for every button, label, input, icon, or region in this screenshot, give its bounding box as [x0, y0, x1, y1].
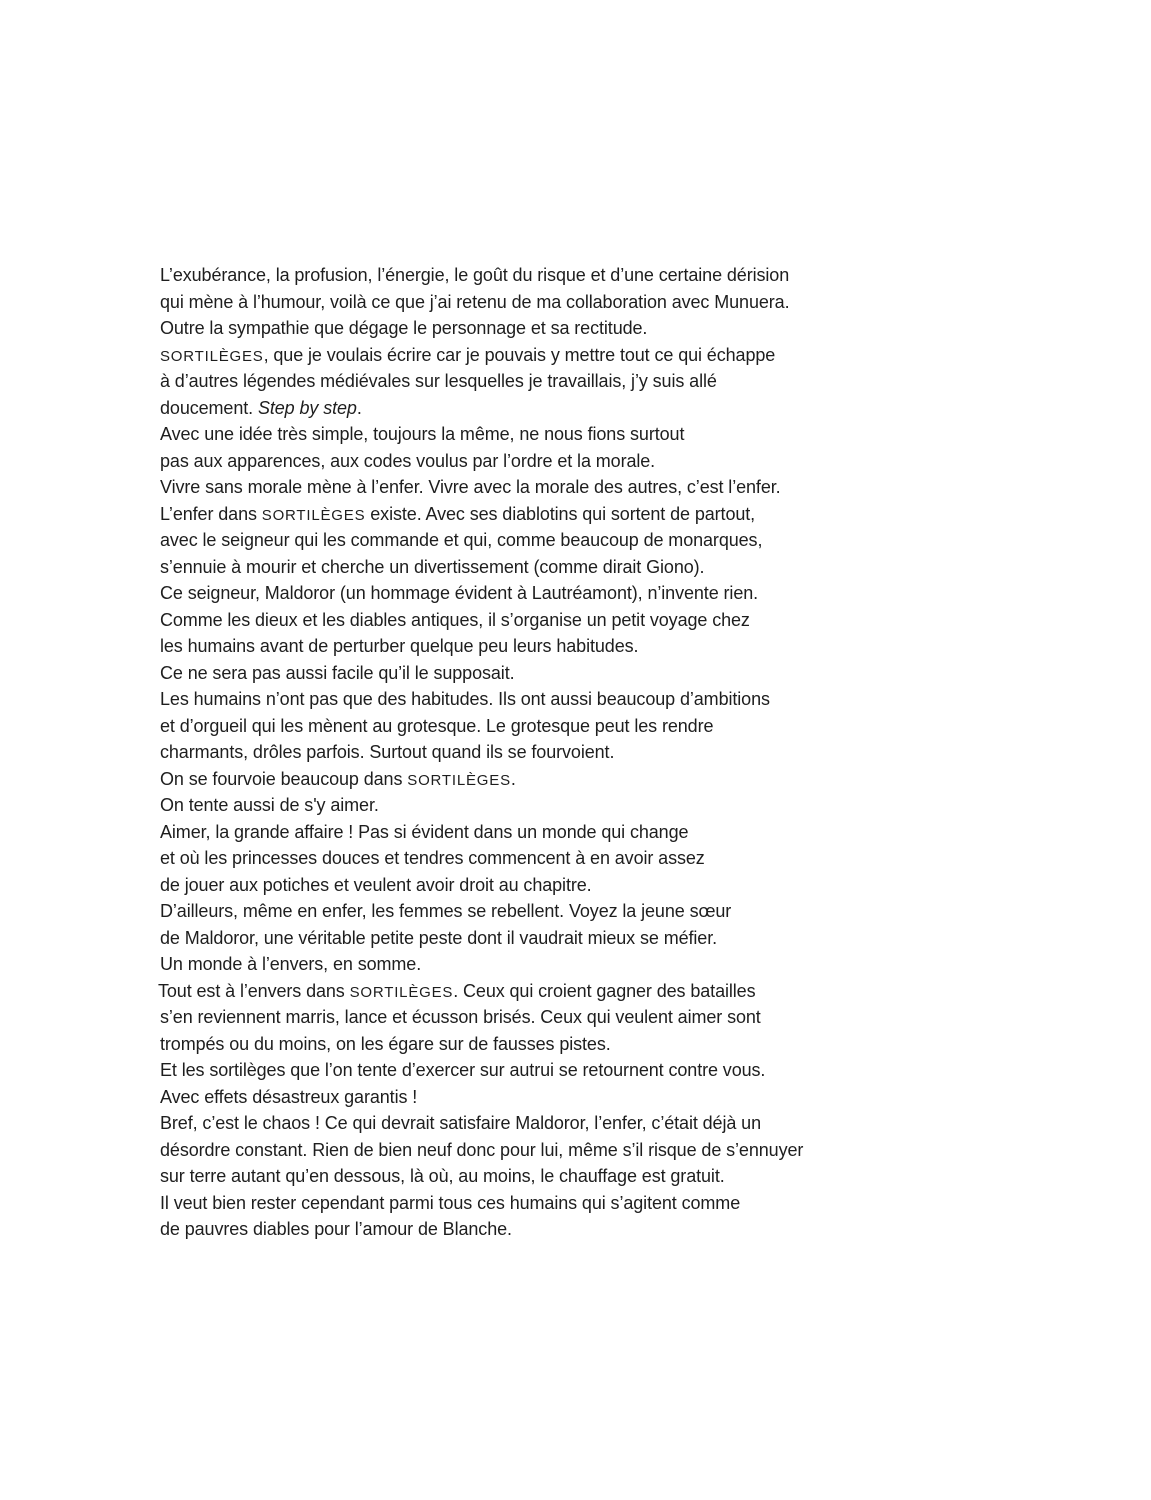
- text-segment: et où les princesses douces et tendres commencent à en avoir assez: [160, 848, 705, 868]
- text-line: [160, 766, 860, 793]
- text-segment: On se fourvoie beaucoup dans: [160, 768, 408, 789]
- text-segment: désordre constant. Rien de bien neuf donc pour lui, même s’il risque de s’ennuyer: [160, 1139, 804, 1160]
- text-segment: .: [356, 397, 362, 418]
- text-segment: Vivre sans morale mène à l’enfer. Vivre avec la morale des autres, c’est l’enfer.: [160, 477, 781, 497]
- text-line: [160, 1110, 860, 1137]
- text-line: [160, 448, 860, 475]
- text-segment: sur terre autant qu’en dessous, là où, au moins, le chauffage est gratuit.: [160, 1166, 725, 1186]
- text-line: [160, 554, 860, 581]
- text-segment: Ce seigneur, Maldoror (un hommage évident à Lautréamont), n’invente rien.: [160, 583, 759, 603]
- text-line: [160, 1190, 860, 1217]
- text-segment: Et les sortilèges que l’on tente d’exercer sur autrui se retournent contre vous.: [160, 1060, 766, 1080]
- text-segment: et d’orgueil qui les mènent au grotesque. Le grotesque peut les rendre: [160, 715, 714, 736]
- text-line: [160, 713, 860, 740]
- text-segment: de jouer aux potiches et veulent avoir droit au chapitre.: [160, 874, 592, 895]
- text-segment: s’en reviennent marris, lance et écusson brisés. Ceux qui veulent aimer sont: [160, 1007, 761, 1027]
- text-line: [160, 1084, 860, 1111]
- text-segment: doucement.: [160, 397, 258, 418]
- text-segment: les humains avant de perturber quelque peu leurs habitudes.: [160, 636, 639, 656]
- text-segment: Avec une idée très simple, toujours la même, ne nous fions surtout: [160, 424, 685, 444]
- text-line: [160, 845, 860, 872]
- text-line: [160, 792, 860, 819]
- text-segment: Ce ne sera pas aussi facile qu’il le supposait.: [160, 662, 515, 683]
- text-segment: .: [510, 768, 516, 789]
- text-line: [160, 395, 860, 422]
- text-line: [160, 686, 860, 713]
- text-line: [160, 925, 860, 952]
- text-line: [160, 368, 860, 395]
- text-segment: à d’autres légendes médiévales sur lesquelles je travaillais, j’y suis allé: [160, 371, 717, 391]
- text-line: [160, 580, 860, 607]
- text-segment: Un monde à l’envers, en somme.: [160, 954, 422, 974]
- body-text: [160, 262, 860, 1243]
- text-segment: D’ailleurs, même en enfer, les femmes se rebellent. Voyez la jeune sœur: [160, 901, 732, 921]
- text-line: [160, 1216, 860, 1243]
- text-line: [160, 660, 860, 687]
- text-segment: avec le seigneur qui les commande et qui, comme beaucoup de monarques,: [160, 530, 763, 550]
- text-segment: On tente aussi de s'y aimer.: [160, 795, 379, 815]
- text-line: [160, 342, 860, 369]
- text-segment: qui mène à l’humour, voilà ce que j’ai retenu de ma collaboration avec Munuera.: [160, 291, 790, 312]
- text-segment: de Maldoror, une véritable petite peste dont il vaudrait mieux se méfier.: [160, 927, 718, 948]
- text-line: [160, 315, 860, 342]
- title-reference: SORTILÈGES: [160, 347, 264, 365]
- text-line: [160, 474, 860, 501]
- text-line: [160, 951, 860, 978]
- text-line: [160, 1031, 860, 1058]
- title-reference: SORTILÈGES: [261, 506, 366, 524]
- text-segment: charmants, drôles parfois. Surtout quand ils se fourvoient.: [160, 742, 615, 762]
- text-segment: pas aux apparences, aux codes voulus par l’ordre et la morale.: [160, 450, 656, 471]
- text-segment: Outre la sympathie que dégage le personnage et sa rectitude.: [160, 318, 648, 338]
- text-line: [160, 1004, 860, 1031]
- text-line: [160, 1057, 860, 1084]
- text-line: [160, 607, 860, 634]
- text-line: [160, 872, 860, 899]
- text-segment: de pauvres diables pour l’amour de Blanche.: [160, 1219, 512, 1239]
- text-segment: existe. Avec ses diablotins qui sortent de partout,: [365, 503, 756, 524]
- text-line: [160, 289, 860, 316]
- text-line: [160, 527, 860, 554]
- text-segment: trompés ou du moins, on les égare sur de fausses pistes.: [160, 1033, 611, 1054]
- text-segment: L’enfer dans: [160, 503, 262, 524]
- text-line: [160, 262, 860, 289]
- text-segment: s’ennuie à mourir et cherche un divertissement (comme dirait Giono).: [160, 556, 705, 577]
- text-line: [160, 633, 860, 660]
- text-line: [158, 978, 860, 1005]
- title-reference: SORTILÈGES: [349, 983, 454, 1001]
- text-segment: Bref, c’est le chaos ! Ce qui devrait satisfaire Maldoror, l’enfer, c’était déjà un: [160, 1113, 762, 1133]
- text-line: [160, 1137, 860, 1164]
- italic-phrase: Step by step: [257, 397, 357, 418]
- text-segment: Les humains n’ont pas que des habitudes. Ils ont aussi beaucoup d’ambitions: [160, 689, 770, 709]
- text-line: [160, 421, 860, 448]
- text-segment: Tout est à l’envers dans: [158, 980, 350, 1001]
- text-segment: L’exubérance, la profusion, l’énergie, le goût du risque et d’une certaine dérision: [160, 265, 790, 285]
- text-line: [160, 1163, 860, 1190]
- text-line: [160, 819, 860, 846]
- text-line: [160, 898, 860, 925]
- text-segment: Aimer, la grande affaire ! Pas si évident dans un monde qui change: [160, 821, 689, 842]
- text-line: [160, 739, 860, 766]
- text-segment: Avec effets désastreux garantis !: [160, 1086, 418, 1107]
- text-segment: Il veut bien rester cependant parmi tous ces humains qui s’agitent comme: [160, 1192, 741, 1213]
- text-segment: . Ceux qui croient gagner des batailles: [453, 980, 756, 1001]
- text-line: [160, 501, 860, 528]
- text-segment: Comme les dieux et les diables antiques, il s’organise un petit voyage chez: [160, 609, 750, 630]
- title-reference: SORTILÈGES: [407, 771, 511, 789]
- text-segment: , que je voulais écrire car je pouvais y mettre tout ce qui échappe: [263, 344, 776, 365]
